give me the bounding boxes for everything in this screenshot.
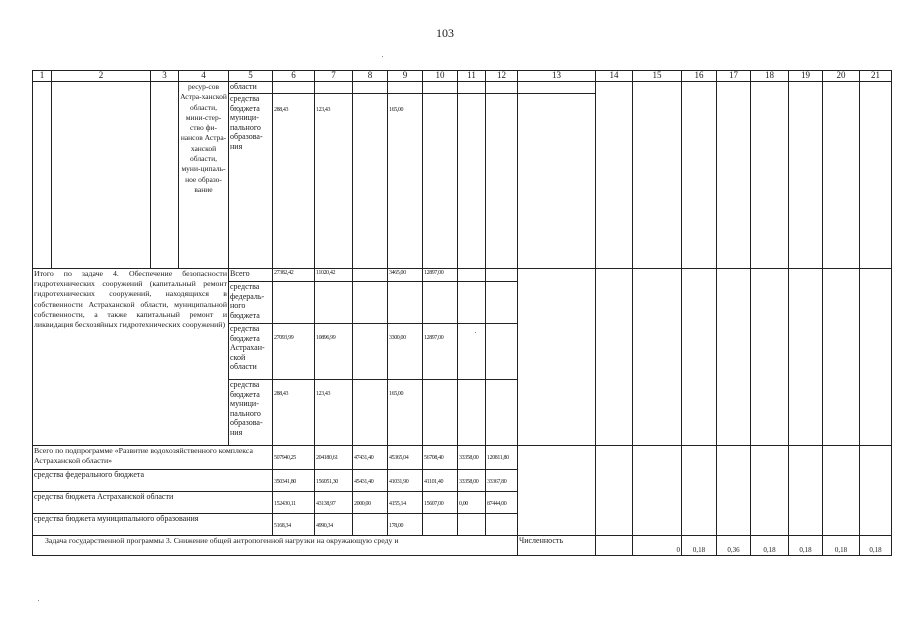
value-cell	[353, 282, 388, 324]
value-cell	[596, 536, 633, 556]
page-number: 103	[436, 26, 454, 40]
scan-speck	[382, 56, 383, 57]
value-cell	[423, 380, 458, 446]
cell	[823, 446, 860, 536]
col-number: 16	[682, 71, 717, 82]
cell	[353, 82, 388, 94]
value-cell: 87444,00	[486, 492, 518, 514]
cell	[273, 82, 315, 94]
value-cell: 0,18	[789, 536, 823, 556]
source-cell: средства федераль-ного бюджета	[229, 282, 273, 324]
value-cell: 3465,00	[388, 269, 423, 282]
cell	[860, 446, 892, 536]
value-cell: 204180,61	[315, 446, 353, 470]
column-numbers-row	[33, 71, 892, 82]
value-cell: 47431,40	[353, 446, 388, 470]
col-number: 19	[789, 71, 823, 82]
value-cell: 288,43	[273, 380, 315, 446]
value-cell: 45431,40	[353, 470, 388, 492]
subprogram-label: средства бюджета Астраханской области	[33, 492, 273, 514]
subprogram-label: средства бюджета муниципального образования	[33, 514, 273, 536]
cell	[596, 446, 633, 536]
cell	[717, 269, 751, 446]
cell	[751, 446, 789, 536]
cell	[315, 82, 353, 94]
value-cell: 350341,80	[273, 470, 315, 492]
value-cell: 41031,90	[388, 470, 423, 492]
cell	[596, 269, 633, 446]
col-number: 3	[151, 71, 179, 82]
source-cell: области	[229, 82, 273, 94]
indicator-label: Численность	[518, 536, 596, 556]
value-cell: 27093,99	[273, 324, 315, 380]
cell	[52, 82, 151, 269]
cell	[633, 446, 682, 536]
value-cell: 12897,00	[423, 269, 458, 282]
value-cell: 288,43	[273, 94, 315, 269]
value-cell: 33358,00	[458, 446, 486, 470]
value-cell: 156051,30	[315, 470, 353, 492]
cell	[633, 82, 682, 269]
value-cell: 45365,04	[388, 446, 423, 470]
value-cell: 178,00	[388, 514, 423, 536]
value-cell	[353, 514, 388, 536]
source-cell: средства бюджета муници-пального образова-ния	[229, 380, 273, 446]
value-cell: 43138,97	[315, 492, 353, 514]
value-cell: 3300,00	[388, 324, 423, 380]
cell	[717, 446, 751, 536]
col-number: 12	[486, 71, 518, 82]
value-cell	[486, 94, 518, 269]
value-cell	[423, 94, 458, 269]
value-cell: 41101,40	[423, 470, 458, 492]
value-cell: 165,00	[388, 94, 423, 269]
col-number: 4	[179, 71, 229, 82]
value-cell	[486, 514, 518, 536]
value-cell	[458, 269, 486, 282]
cell	[717, 82, 751, 269]
value-cell: 12897,00	[423, 324, 458, 380]
value-cell	[353, 380, 388, 446]
cell	[518, 269, 596, 446]
cell	[458, 82, 486, 94]
col-number: 20	[823, 71, 860, 82]
cell	[682, 269, 717, 446]
value-cell: 11020,42	[315, 269, 353, 282]
source-cell: средства бюджета Астрахан-ской области	[229, 324, 273, 380]
cell	[751, 269, 789, 446]
value-cell	[353, 94, 388, 269]
col-number: 2	[52, 71, 151, 82]
value-cell: 152430,11	[273, 492, 315, 514]
col-number: 14	[596, 71, 633, 82]
value-cell	[353, 269, 388, 282]
cell	[518, 446, 596, 536]
bottom-row	[33, 536, 892, 556]
value-cell: 56708,40	[423, 446, 458, 470]
value-cell: 120811,80	[486, 446, 518, 470]
value-cell	[486, 324, 518, 380]
scan-speck	[475, 332, 476, 333]
value-cell: 33367,80	[486, 470, 518, 492]
col-number: 18	[751, 71, 789, 82]
value-cell	[458, 324, 486, 380]
value-cell: 10896,99	[315, 324, 353, 380]
subprogram-label: Всего по подпрограмме «Развитие водохозяйственного комплекса Астраханской области»	[33, 446, 273, 470]
task3-label: Задача государственной программы 3. Снижение общей антропогенной нагрузки на окружающую среду и	[33, 536, 518, 556]
cell	[151, 82, 179, 269]
value-cell: 0,36	[717, 536, 751, 556]
value-cell: 0,00	[458, 492, 486, 514]
value-cell	[458, 94, 486, 269]
cell	[823, 82, 860, 269]
cell	[789, 446, 823, 536]
col-number: 21	[860, 71, 892, 82]
value-cell: 0,18	[751, 536, 789, 556]
value-cell: 5168,34	[273, 514, 315, 536]
scan-speck	[38, 600, 39, 601]
value-cell	[423, 514, 458, 536]
subprogram-label: средства федерального бюджета	[33, 470, 273, 492]
value-cell	[458, 282, 486, 324]
value-cell	[486, 269, 518, 282]
value-cell: 27382,42	[273, 269, 315, 282]
budget-table-sheet	[32, 70, 892, 556]
value-cell	[486, 380, 518, 446]
cell	[518, 82, 596, 94]
subprogram-row	[33, 446, 892, 470]
cell	[789, 269, 823, 446]
value-cell	[315, 282, 353, 324]
value-cell: 123,43	[315, 94, 353, 269]
continuation-row-top	[33, 82, 892, 94]
source-cell: средства бюджета муници-пального образова-ния	[229, 94, 273, 269]
value-cell: 2000,00	[353, 492, 388, 514]
value-cell: 0,18	[860, 536, 892, 556]
col-number: 11	[458, 71, 486, 82]
executor-cell: ресур-сов Астра-ханской области, мини-стер-ство фи-нансов Астра-ханской области, муни-ципаль-ное образо-вание	[179, 82, 229, 269]
value-cell: 507940,25	[273, 446, 315, 470]
cell	[596, 82, 633, 269]
cell	[423, 82, 458, 94]
cell	[860, 82, 892, 269]
value-cell	[486, 282, 518, 324]
value-cell: 123,43	[315, 380, 353, 446]
task4-label: Итого по задаче 4. Обеспечение безопасности гидротехнических сооружений (капитальный ремонт гидротехнических сооружений, находящихся в собственности Астраханской области, муниципальной собственности, а также капитальный ремонт и ликвидация бесхозяйных гидротехнических сооружений)	[33, 269, 229, 446]
value-cell: 0,18	[682, 536, 717, 556]
cell	[789, 82, 823, 269]
value-cell: 33358,00	[458, 470, 486, 492]
col-number: 8	[353, 71, 388, 82]
value-cell: 0,18	[823, 536, 860, 556]
value-cell: 4155,14	[388, 492, 423, 514]
col-number: 7	[315, 71, 353, 82]
value-cell	[353, 324, 388, 380]
col-number: 5	[229, 71, 273, 82]
col-number: 10	[423, 71, 458, 82]
budget-table	[32, 70, 892, 556]
task4-row	[33, 269, 892, 282]
value-cell	[273, 282, 315, 324]
cell	[823, 269, 860, 446]
value-cell: 0	[633, 536, 682, 556]
value-cell: 4990,34	[315, 514, 353, 536]
cell	[633, 269, 682, 446]
cell	[388, 82, 423, 94]
value-cell	[423, 282, 458, 324]
cell	[751, 82, 789, 269]
col-number: 17	[717, 71, 751, 82]
value-cell	[458, 380, 486, 446]
col-number: 13	[518, 71, 596, 82]
cell	[682, 82, 717, 269]
cell	[860, 269, 892, 446]
col-number: 6	[273, 71, 315, 82]
col-number: 15	[633, 71, 682, 82]
value-cell: 15607,00	[423, 492, 458, 514]
value-cell: 165,00	[388, 380, 423, 446]
cell	[33, 82, 52, 269]
value-cell	[388, 282, 423, 324]
col-number: 1	[33, 71, 52, 82]
cell	[486, 82, 518, 94]
source-cell: Всего	[229, 269, 273, 282]
cell	[682, 446, 717, 536]
col-number: 9	[388, 71, 423, 82]
value-cell	[458, 514, 486, 536]
